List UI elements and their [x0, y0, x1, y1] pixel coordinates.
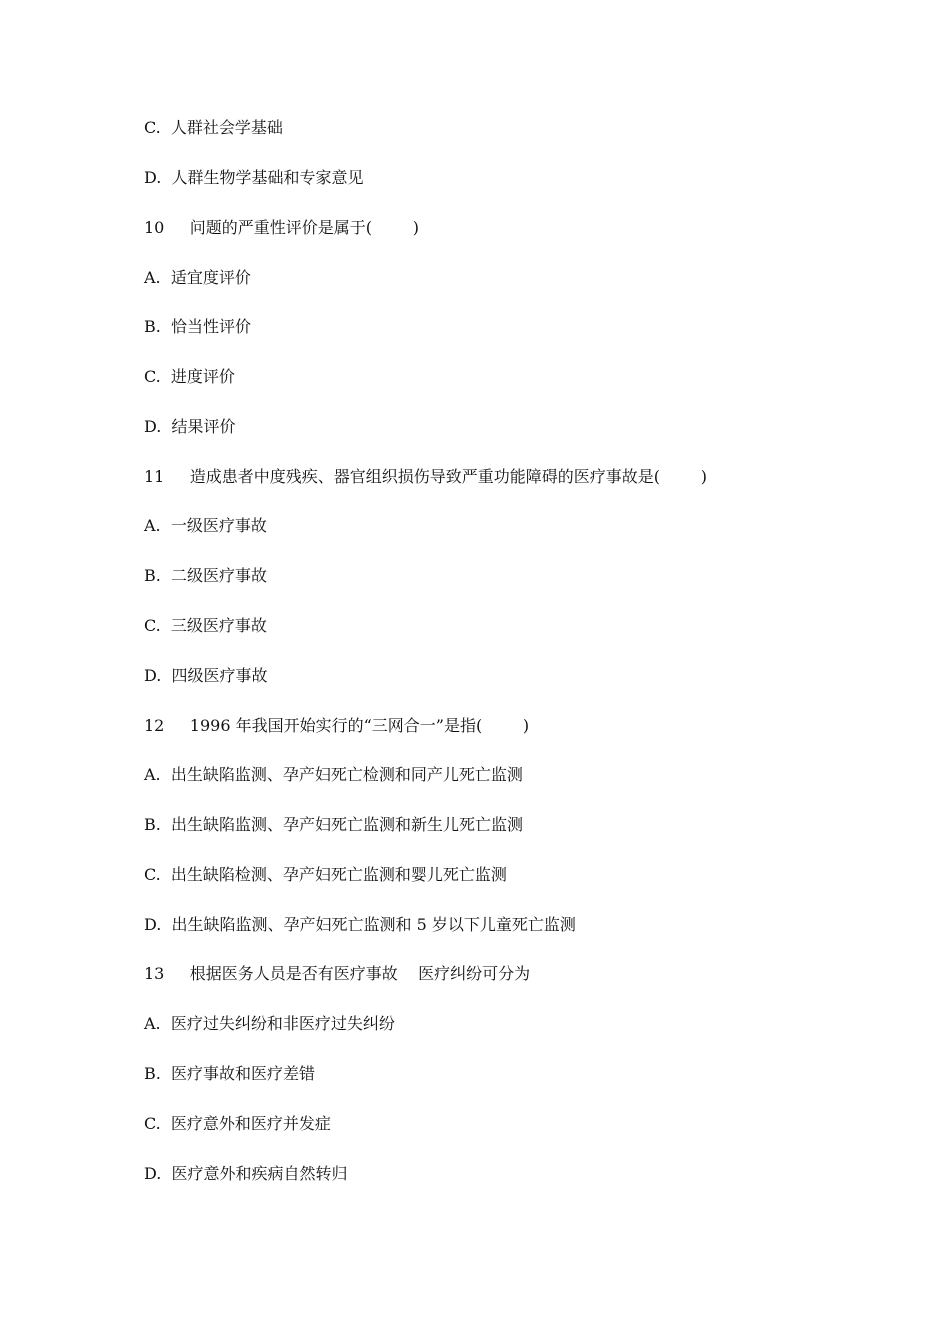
option-a-q11: A. 一级医疗事故 [144, 516, 267, 535]
option-b-q13: B. 医疗事故和医疗差错 [144, 1064, 316, 1083]
option-c-q11: C. 三级医疗事故 [144, 616, 267, 635]
option-d-q12: D. 出生缺陷监测、孕产妇死亡监测和 5 岁以下儿童死亡监测 [144, 915, 576, 934]
option-d-q10: D. 结果评价 [144, 417, 236, 436]
option-b-q11: B. 二级医疗事故 [144, 566, 268, 585]
question-13: 13 根据医务人员是否有医疗事故 医疗纠纷可分为 [144, 964, 531, 983]
option-d-q9: D. 人群生物学基础和专家意见 [144, 168, 364, 187]
question-12: 12 1996 年我国开始实行的“三网合一”是指( ) [144, 716, 530, 735]
question-11: 11 造成患者中度残疾、器官组织损伤导致严重功能障碍的医疗事故是( ) [144, 467, 707, 486]
option-c-q9: C. 人群社会学基础 [144, 118, 283, 137]
question-10: 10 问题的严重性评价是属于( ) [144, 218, 419, 237]
option-c-q12: C. 出生缺陷检测、孕产妇死亡监测和婴儿死亡监测 [144, 865, 507, 884]
option-b-q10: B. 恰当性评价 [144, 317, 252, 336]
option-d-q11: D. 四级医疗事故 [144, 666, 268, 685]
option-c-q10: C. 进度评价 [144, 367, 235, 386]
option-a-q13: A. 医疗过失纠纷和非医疗过失纠纷 [144, 1014, 395, 1033]
option-d-q13: D. 医疗意外和疾病自然转归 [144, 1164, 348, 1183]
option-a-q10: A. 适宜度评价 [144, 268, 251, 287]
option-a-q12: A. 出生缺陷监测、孕产妇死亡检测和同产儿死亡监测 [144, 765, 523, 784]
option-b-q12: B. 出生缺陷监测、孕产妇死亡监测和新生儿死亡监测 [144, 815, 524, 834]
option-c-q13: C. 医疗意外和医疗并发症 [144, 1114, 331, 1133]
